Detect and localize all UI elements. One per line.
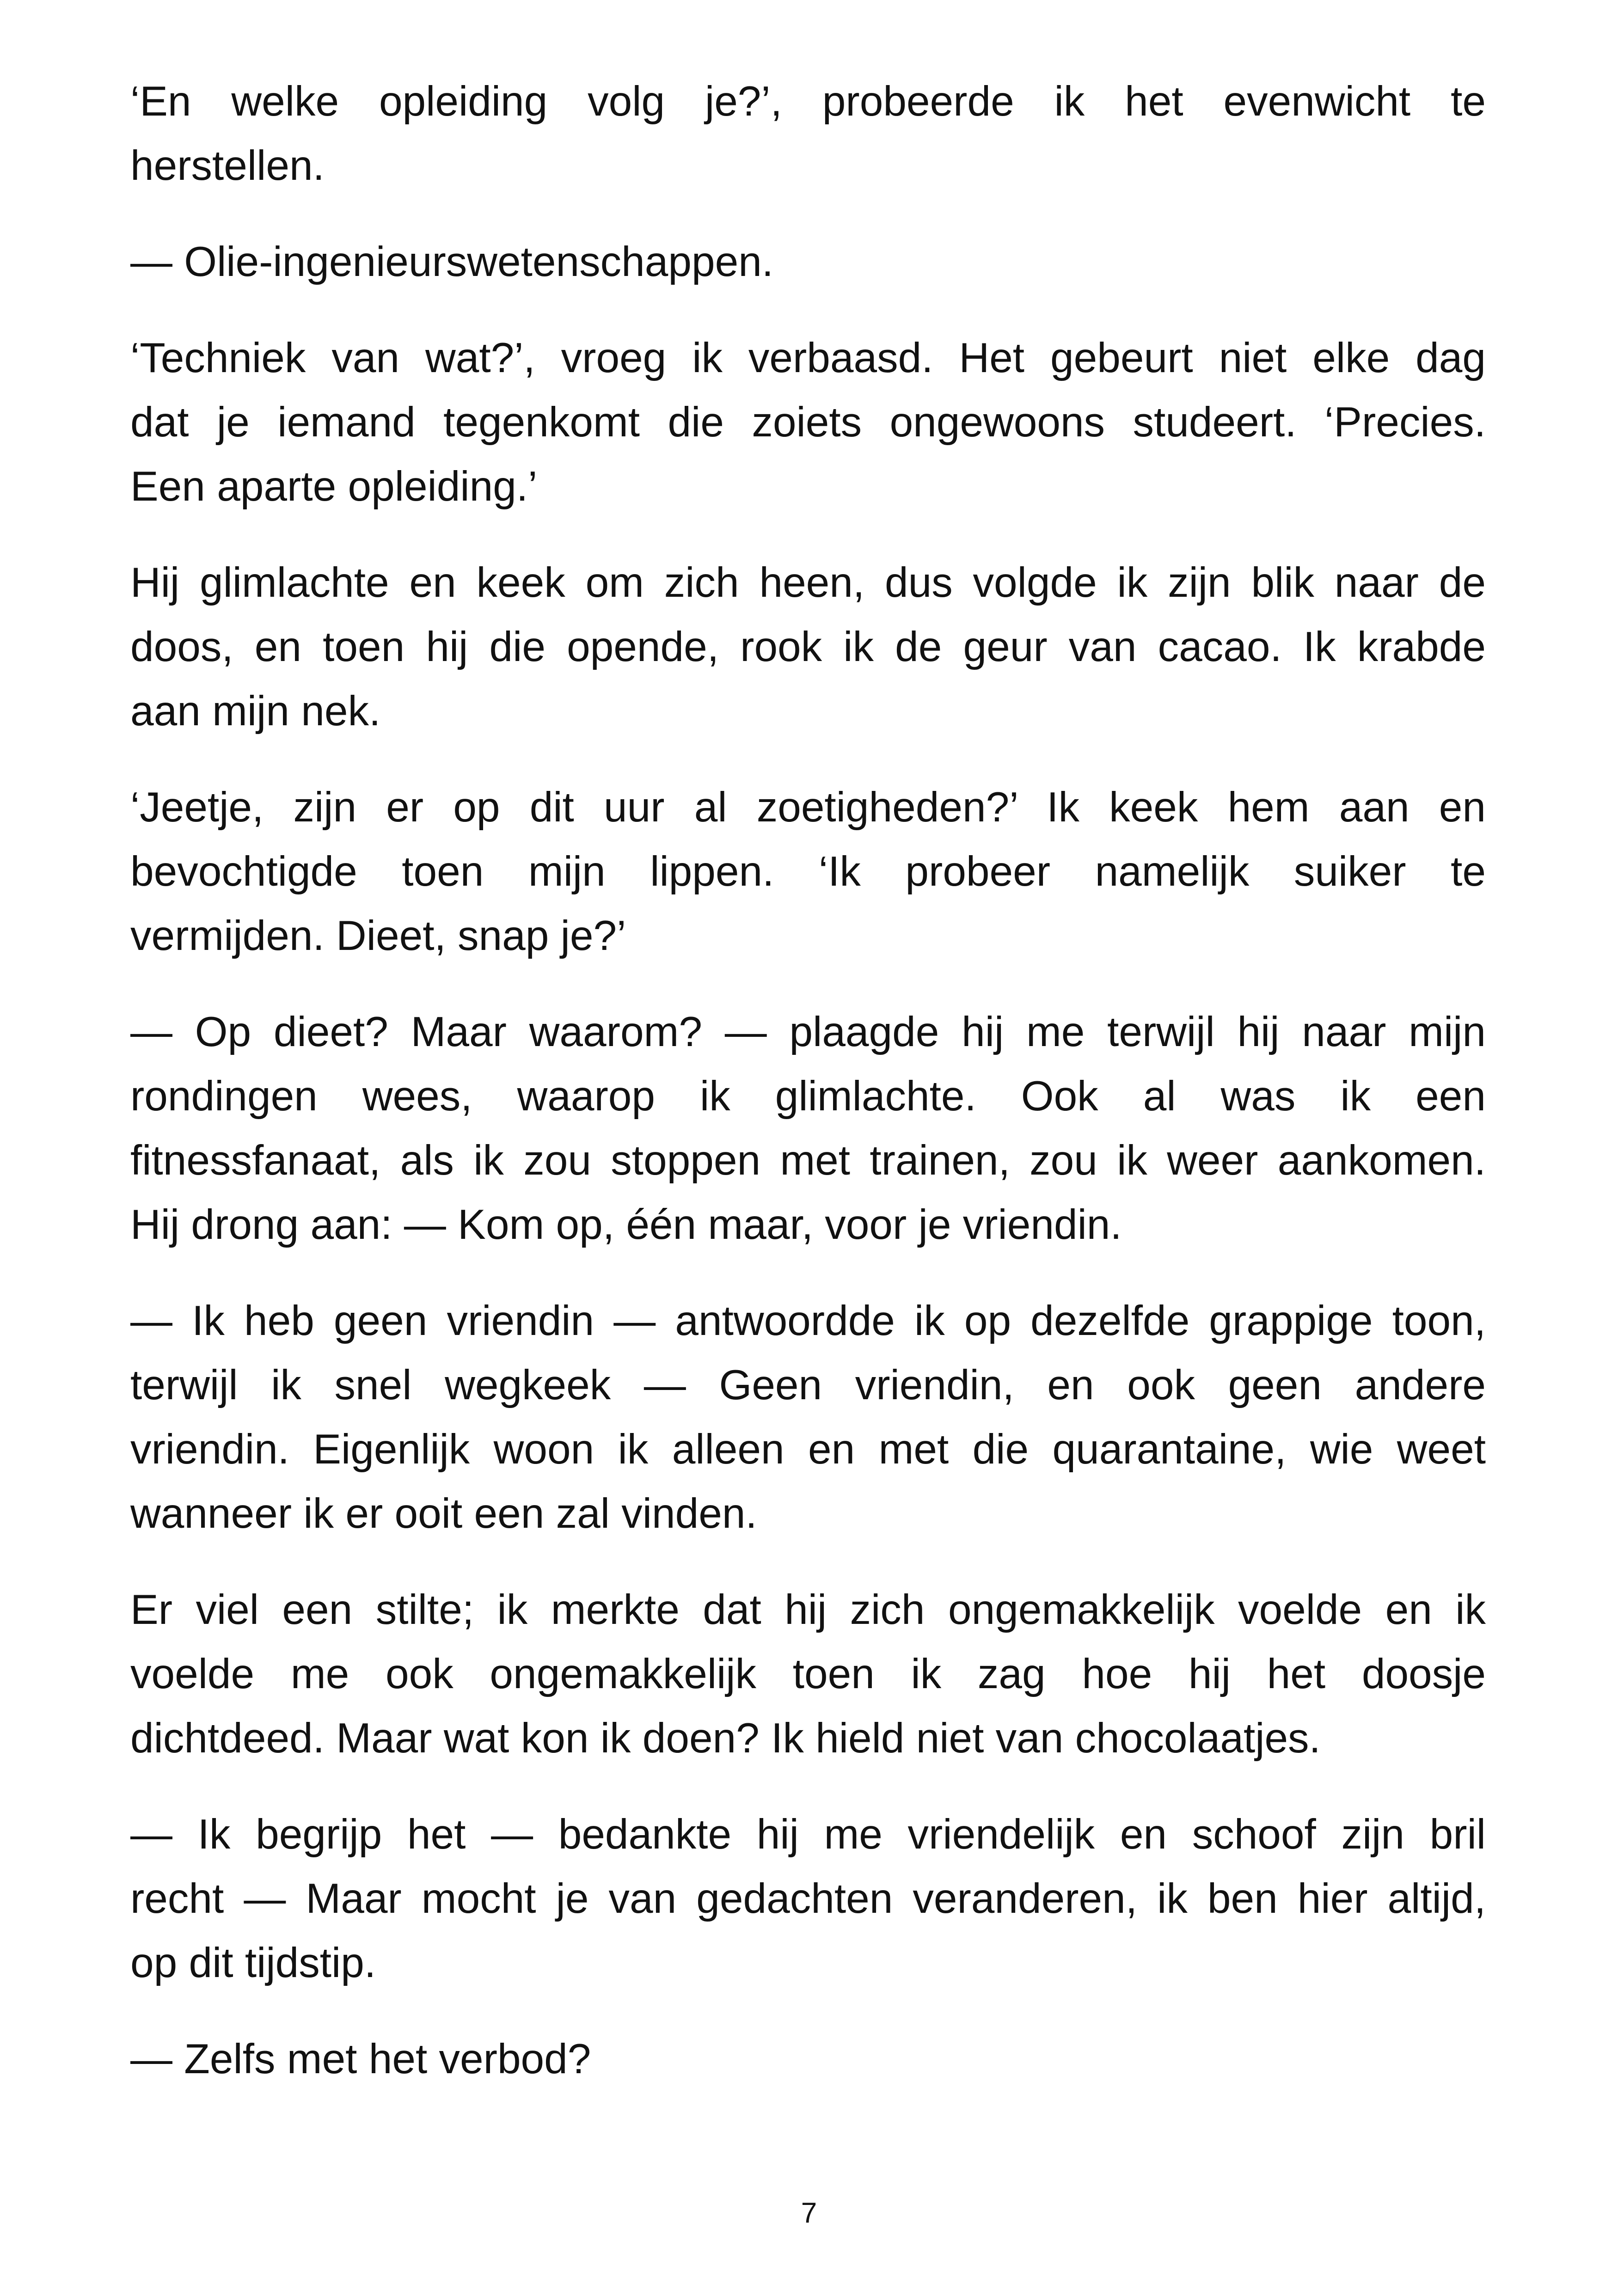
- text-line: recht — Maar mocht je van gedachten veranderen, ik ben hier altijd,: [130, 1875, 1486, 1922]
- page-number: 7: [801, 2197, 817, 2229]
- text-line: herstellen.: [130, 142, 325, 189]
- text-line: ‘En welke opleiding volg je?’, probeerde ik het evenwicht te: [130, 78, 1486, 125]
- text-line: bevochtigde toen mijn lippen. ‘Ik probeer namelijk suiker te: [130, 848, 1486, 895]
- text-line: rondingen wees, waarop ik glimlachte. Ook al was ik een: [130, 1073, 1486, 1120]
- paragraph: [130, 1000, 1486, 1257]
- paragraph: [130, 775, 1486, 968]
- text-line: dichtdeed. Maar wat kon ik doen? Ik hield niet van chocolaatjes.: [130, 1715, 1321, 1762]
- text-line: — Ik begrijp het — bedankte hij me vriendelijk en schoof zijn bril: [130, 1811, 1486, 1858]
- text-line: — Ik heb geen vriendin — antwoordde ik op dezelfde grappige toon,: [130, 1298, 1486, 1344]
- text-line: vriendin. Eigenlijk woon ik alleen en met die quarantaine, wie weet: [130, 1426, 1486, 1473]
- text-line: fitnessfanaat, als ik zou stoppen met trainen, zou ik weer aankomen.: [130, 1137, 1486, 1184]
- paragraph: [130, 1802, 1486, 1995]
- paragraph: [130, 230, 1486, 294]
- text-line: — Olie-ingenieurswetenschappen.: [130, 239, 774, 285]
- text-line: Hij drong aan: — Kom op, één maar, voor je vriendin.: [130, 1201, 1122, 1248]
- text-line: ‘Jeetje, zijn er op dit uur al zoetigheden?’ Ik keek hem aan en: [130, 784, 1486, 831]
- paragraph: [130, 326, 1486, 519]
- text-line: Een aparte opleiding.’: [130, 463, 538, 510]
- text-line: aan mijn nek.: [130, 688, 381, 735]
- text-line: wanneer ik er ooit een zal vinden.: [130, 1490, 757, 1537]
- text-line: terwijl ik snel wegkeek — Geen vriendin, en ook geen andere: [130, 1362, 1486, 1408]
- text-line: — Zelfs met het verbod?: [130, 2036, 591, 2082]
- paragraph: [130, 69, 1486, 198]
- text-line: vermijden. Dieet, snap je?’: [130, 912, 626, 959]
- paragraph: [130, 1578, 1486, 1770]
- text-line: ‘Techniek van wat?’, vroeg ik verbaasd. Het gebeurt niet elke dag: [130, 335, 1486, 381]
- text-line: op dit tijdstip.: [130, 1940, 376, 1986]
- text-line: dat je iemand tegenkomt die zoiets ongewoons studeert. ‘Precies.: [130, 399, 1486, 446]
- text-line: voelde me ook ongemakkelijk toen ik zag hoe hij het doosje: [130, 1651, 1486, 1697]
- text-line: Hij glimlachte en keek om zich heen, dus volgde ik zijn blik naar de: [130, 559, 1486, 606]
- paragraph: [130, 551, 1486, 743]
- text-line: Er viel een stilte; ik merkte dat hij zich ongemakkelijk voelde en ik: [130, 1586, 1486, 1633]
- text-line: doos, en toen hij die opende, rook ik de geur van cacao. Ik krabde: [130, 624, 1486, 670]
- paragraph: [130, 1289, 1486, 1546]
- paragraph: [130, 2027, 1486, 2091]
- page-body: [130, 69, 1486, 2123]
- text-line: — Op dieet? Maar waarom? — plaagde hij me terwijl hij naar mijn: [130, 1009, 1486, 1055]
